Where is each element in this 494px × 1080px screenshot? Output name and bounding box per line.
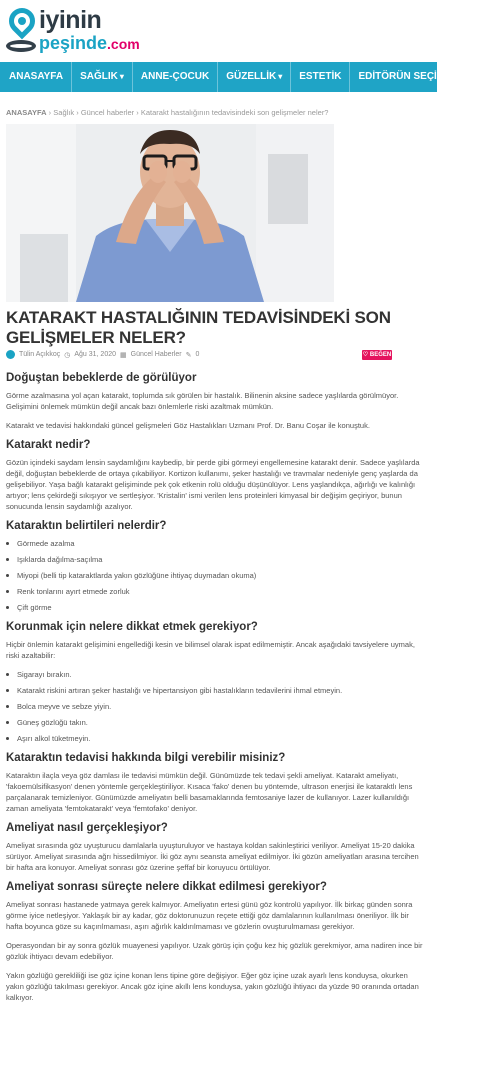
section-paragraph: Görme azalmasına yol açan katarakt, toplumda sık görülen bir hastalık. Bilinenin aksine sadece yaşlılarda görülmüyor. Gelişimini önlemek mümkün değil ancak bazı önlemlerle riski azaltmak mümkün. [6,391,399,411]
section-heading: Ameliyat nasıl gerçekleşiyor? [6,822,168,834]
location-pin-icon [6,6,36,54]
nav-item[interactable] [218,62,291,92]
nav-item[interactable] [133,62,218,92]
list-item: Çift görme [6,602,426,613]
section-paragraph: Katarakt ve tedavisi hakkındaki güncel gelişmeleri Göz Hastalıkları Uzmanı Prof. Dr. Banu Coşar ile konuştuk. [6,421,370,430]
section-paragraph: Operasyondan bir ay sonra gözlük muayenesi yapılıyor. Uzak görüş için çoğu kez hiç gözlük gerekmiyor, ama nadiren ince bir gözlük ihtiyacı devam edebiliyor. [6,941,423,961]
nav-item-label: GÜZELLİK [226,71,277,82]
comment-icon: ✎ [185,351,192,359]
breadcrumb-home[interactable]: ANASAYFA [6,108,47,117]
nav-item-label: ANASAYFA [9,71,64,82]
publish-date: Ağu 31, 2020 [74,351,117,358]
section-heading: Kataraktın tedavisi hakkında bilgi verebilir misiniz? [6,752,286,764]
site-logo[interactable] [6,6,140,54]
section-heading: Korunmak için nelere dikkat etmek gerekiyor? [6,621,258,633]
list-item: Renk tonlarını ayırt etmede zorluk [6,586,426,597]
list-item: Bolca meyve ve sebze yiyin. [6,701,426,712]
breadcrumb-separator: › [76,108,79,117]
nav-item[interactable] [0,62,72,92]
like-button[interactable] [362,350,392,360]
section-heading: Kataraktın belirtileri nelerdir? [6,520,167,532]
nav-item-label: ESTETİK [299,71,342,82]
section-heading: Ameliyat sonrası süreçte nelere dikkat edilmesi gerekiyor? [6,881,327,893]
breadcrumb-separator: › [48,108,52,117]
header [0,0,437,60]
section-paragraph: Kataraktın ilaçla veya göz damlası ile tedavisi mümkün değil. Günümüzde tek tedavi şekli ameliyat. Katarakt ameliyatı, 'fakoemülsifikasyon' denen yöntemle gerçekleştiriliyor. Kısaca 'fako' denen bu yöntemde, ultrason enerjisi ile kataraktlı lens parçalanarak temizleniyor. Günümüzde ameliyatın belli basamaklarında femtosaniye lazer de kullanıyor. Lazer kullanıldığı zaman ameliyata 'femtokatarakt' veya 'femtofako' deniyor. [6,771,413,813]
section-paragraph: Hiçbir önlemin katarakt gelişimini engellediği kesin ve bilimsel olarak ispat edilmemiştir. Ancak aşağıdaki tavsiyelere uymak, riski azaltabilir: [6,640,415,660]
like-label: BEĞEN [369,352,392,358]
nav-item-label: SPA [464,71,485,82]
list-item: Katarakt riskini artıran şeker hastalığı ve hipertansiyon gibi hastalıkların tedavilerini ihmal etmeyin. [6,685,426,696]
comment-count[interactable]: 0 [195,351,200,358]
breadcrumb [6,108,328,117]
nav-item-label: EDİTÖRÜN SEÇİMİ [358,71,448,82]
category-icon: ▦ [120,351,127,359]
article-category[interactable]: Güncel Haberler [130,351,182,358]
section-paragraph: Yakın gözlüğü gerekliliği ise göz içine konan lens tipine göre değişiyor. Eğer göz içine uzak ayarlı lens konduysa, okurken yakın gözlüğü takılması gerekiyor. Ancak göz içine akıllı lens konduysa, yakın gözlüğü ihtiyacı da yüzde 90 oranında ortadan kalkıyor. [6,971,419,1002]
section-paragraph: Gözün içindeki saydam lensin saydamlığını kaybedip, bir perde gibi görmeyi engellemesine katarakt denir. Sadece yaşlılarda değil, doğuştan bebeklerde de ortaya çıkabiliyor. Kortizon kullanımı, şeker hastalığı ve travmalar nedeniyle genç yaşlarda da gelişebiliyor. Yaşa bağlı katarakt gelişiminde pek çok etkenin rolü olduğu düşünülüyor. Lens yaşlandıkça, ağırlığı ve kalınlığı artıyor; lens çekirdeği sıkışıyor ve sertleşiyor. 'Kristalin' ismi verilen lens proteinleri kimyasal bir değişim geçiriyor, bunun sonucunda lensin saydamlığı azalıyor. [6,458,420,511]
author-name[interactable]: Tülin Açıkkoç [19,351,61,358]
bullet-list [6,538,426,613]
nav-item[interactable] [72,62,133,92]
list-item: Sigarayı bırakın. [6,669,426,680]
heart-icon: ♡ [362,352,369,358]
bullet-list [6,669,426,744]
nav-item[interactable] [457,62,494,92]
nav-item-label: ANNE-ÇOCUK [140,71,210,82]
logo-title: iyinin [39,6,102,34]
breadcrumb-current: Katarakt hastalığının tedavisindeki son gelişmeler neler? [140,108,329,117]
author-avatar [6,350,15,359]
list-item: Miyopi (belli tip kataraktlarda yakın gözlüğüne ihtiyaç duymadan okuma) [6,570,426,581]
list-item: Aşırı alkol tüketmeyin. [6,733,426,744]
nav-item-label: SAĞLIK [80,71,118,82]
clock-icon: ◷ [64,351,71,359]
section-paragraph: Ameliyat sırasında göz uyuşturucu damlalarla uyuşturuluyor ve hastaya koldan sakinleştirici veriliyor. Ameliyat 15-20 dakika sürüyor. Ameliyat sırasında ağrı hissedilmiyor. İki göz aynı seansta ameliyat edilmiyor. İki gözün ameliyatları arasına tercihen bir hafta ara konuyor. Ameliyat sonrası göz üzerine şeffaf bir koruyucu örtülüyor. [6,841,419,872]
article-title: KATARAKT HASTALIĞININ TEDAVİSİNDEKİ SON GELİŞMELER NELER? [6,308,391,347]
chevron-down-icon: ▾ [119,72,124,81]
list-item: Görmede azalma [6,538,426,549]
main-nav [0,62,485,92]
chevron-down-icon: ▾ [278,72,283,81]
nav-item[interactable] [291,62,350,92]
breadcrumb-health[interactable]: Sağlık [53,108,75,117]
list-item: Işıklarda dağılma-saçılma [6,554,426,565]
article-body [6,372,426,1011]
logo-subtitle: peşinde [39,33,108,53]
section-heading: Katarakt nedir? [6,439,91,451]
section-paragraph: Ameliyat sonrası hastanede yatmaya gerek kalmıyor. Ameliyatın ertesi günü göz kontrolü yapılıyor. İlk birkaç günden sonra görme iyice netleşiyor. Yaklaşık bir ay kadar, göz doktorunuzun reçete ettiği göz damlalarının kullanılması öneriliyor. İlk bir hafta boyunca göze su kaçırılmaması, aşırı ağırlık kaldırılmaması ve gözlerin ovuşturulmaması gerekiyor. [6,900,413,931]
section-heading: Doğuştan bebeklerde de görülüyor [6,372,197,384]
article-meta [6,350,199,359]
list-item: Güneş gözlüğü takın. [6,717,426,728]
breadcrumb-news[interactable]: Güncel haberler [80,108,135,117]
breadcrumb-separator: › [136,108,139,117]
nav-item[interactable] [350,62,456,92]
article-hero-image [6,124,334,302]
logo-tld: .com [107,36,140,52]
